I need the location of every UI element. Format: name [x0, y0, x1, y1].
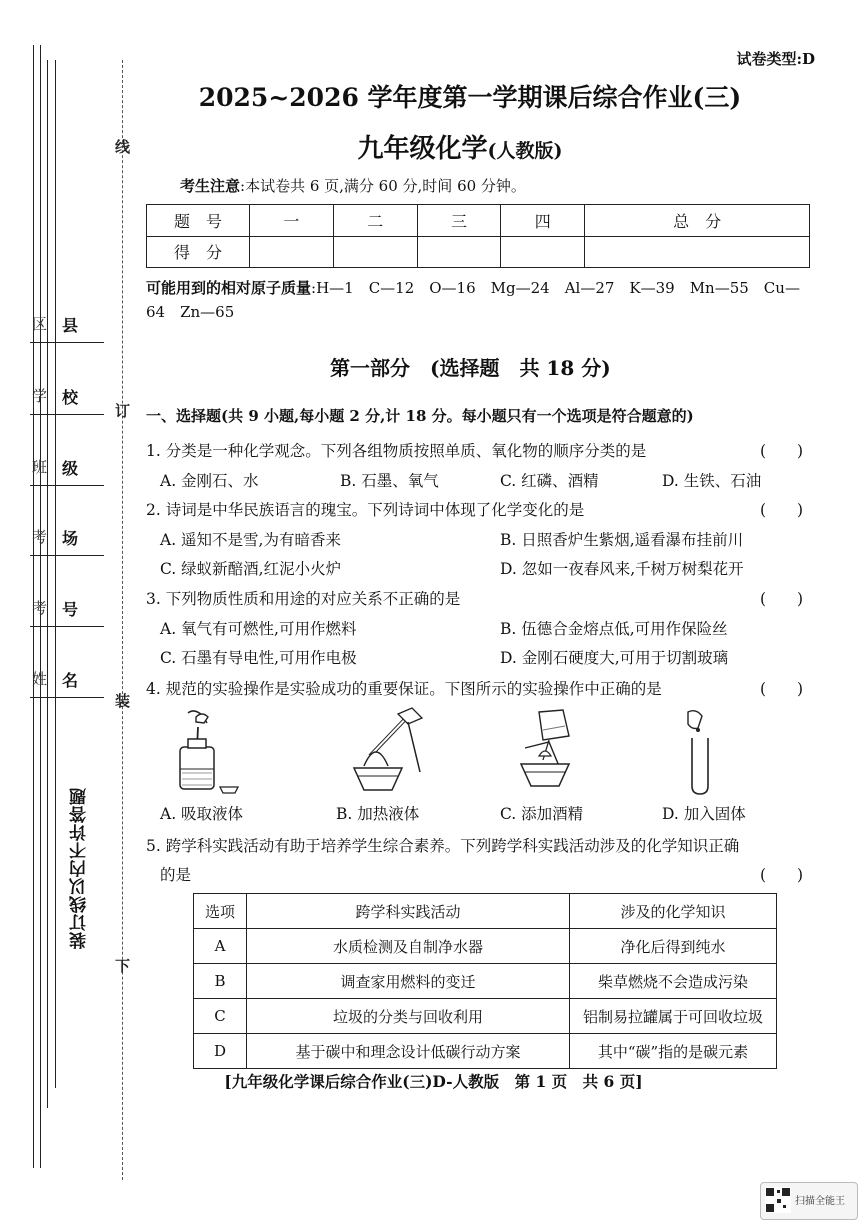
score-header-cell: 二 — [333, 205, 417, 237]
option-4c: C. 添加酒精 — [500, 805, 584, 823]
score-header-cell: 一 — [250, 205, 334, 237]
notice-label: 考生注意 — [180, 177, 241, 195]
option-1d: D. 生铁、石油 — [662, 472, 762, 490]
option-2a: A. 遥知不是雪,为有暗香来 — [160, 531, 341, 549]
field-school-prefix: 学 — [32, 387, 48, 405]
q5-cell: 柴草燃烧不会造成污染 — [570, 964, 777, 999]
binding-word-xian: 线 — [115, 138, 131, 156]
table-row — [194, 929, 777, 964]
field-exam-room-prefix: 考 — [32, 528, 48, 546]
margin-line — [47, 60, 48, 1108]
score-cell[interactable] — [501, 236, 585, 268]
table-row — [194, 964, 777, 999]
field-name-prefix: 姓 — [32, 670, 48, 688]
subject-title: 九年级化学 — [357, 134, 488, 164]
page-footer: [九年级化学课后综合作业(三)D-人教版 第 1 页 共 6 页] — [224, 1072, 643, 1091]
answer-paren[interactable]: ( ) — [760, 866, 804, 884]
field-county-label: 县 — [62, 316, 79, 335]
scanner-badge-text: 扫描全能王 — [795, 1196, 845, 1207]
part-title: 第一部分 (选择题 共 18 分) — [330, 356, 611, 380]
q5-cell: A — [194, 929, 247, 964]
edition-label: (人教版) — [487, 140, 563, 162]
option-2c: C. 绿蚁新醅酒,红泥小火炉 — [160, 560, 342, 578]
q5-header-cell: 跨学科实践活动 — [247, 894, 570, 929]
q5-cell: 水质检测及自制净水器 — [247, 929, 570, 964]
score-table-score-row — [147, 236, 810, 268]
option-2b: B. 日照香炉生紫烟,遥看瀑布挂前川 — [500, 531, 744, 549]
field-county-prefix: 区 — [32, 315, 48, 333]
option-3b: B. 伍德合金熔点低,可用作保险丝 — [500, 620, 728, 638]
adding-alcohol-figure — [505, 706, 595, 798]
paper-type: 试卷类型:D — [736, 50, 815, 68]
atomic-masses — [146, 276, 810, 324]
section-title: 一、选择题(共 9 小题,每小题 2 分,计 18 分。每小题只有一个选项是符合题意的) — [146, 407, 694, 425]
option-2d: D. 忽如一夜春风来,千树万树梨花开 — [500, 560, 744, 578]
field-name-label: 名 — [62, 671, 79, 690]
scanner-badge — [760, 1182, 858, 1220]
adding-solid-figure — [670, 708, 730, 798]
q5-cell: C — [194, 999, 247, 1034]
score-header-cell: 题 号 — [147, 205, 250, 237]
dropper-bottle-figure — [170, 707, 240, 797]
q5-cell: 其中“碳”指的是碳元素 — [570, 1034, 777, 1069]
q5-cell: B — [194, 964, 247, 999]
binding-word-zhuang: 装 — [115, 692, 131, 710]
field-school-label: 校 — [62, 388, 79, 407]
field-exam-number-label: 号 — [62, 600, 79, 619]
notice-text: :本试卷共 6 页,满分 60 分,时间 60 分钟。 — [240, 177, 526, 195]
score-cell[interactable] — [333, 236, 417, 268]
answer-paren[interactable]: ( ) — [760, 442, 804, 460]
q5-cell: 铝制易拉罐属于可回收垃圾 — [570, 999, 777, 1034]
score-cell[interactable] — [250, 236, 334, 268]
option-3c: C. 石墨有导电性,可用作电极 — [160, 649, 357, 667]
question-4-stem: 4. 规范的实验操作是实验成功的重要保证。下图所示的实验操作中正确的是 — [146, 680, 662, 698]
heating-liquid-figure — [340, 704, 430, 799]
score-table — [146, 204, 810, 268]
score-row-label: 得 分 — [147, 236, 250, 268]
binding-dashed-line — [122, 60, 123, 1180]
q5-cell: 净化后得到纯水 — [570, 929, 777, 964]
question-1-stem: 1. 分类是一种化学观念。下列各组物质按照单质、氧化物的顺序分类的是 — [146, 442, 647, 460]
q5-table — [193, 893, 777, 1069]
margin-line — [55, 60, 56, 1088]
option-1c: C. 红磷、酒精 — [500, 472, 599, 490]
table-row — [194, 1034, 777, 1069]
atomic-label: 可能用到的相对原子质量 — [146, 279, 312, 297]
answer-paren[interactable]: ( ) — [760, 680, 804, 698]
page-subtitle — [300, 128, 620, 165]
field-exam-room-label: 场 — [62, 529, 79, 548]
question-3-stem: 3. 下列物质性质和用途的对应关系不正确的是 — [146, 590, 461, 608]
score-table-header-row — [147, 205, 810, 237]
field-exam-number-prefix: 考 — [32, 599, 48, 617]
answer-paren[interactable]: ( ) — [760, 590, 804, 608]
q5-cell: 垃圾的分类与回收利用 — [247, 999, 570, 1034]
option-3a: A. 氧气有可燃性,可用作燃料 — [160, 620, 357, 638]
q5-cell: 调查家用燃料的变迁 — [247, 964, 570, 999]
field-class-prefix: 班 — [32, 458, 48, 476]
atomic-values: :H—1 C—12 O—16 Mg—24 Al—27 K—39 Mn—55 Cu—64 Zn—65 — [146, 279, 800, 321]
option-4a: A. 吸取液体 — [160, 805, 244, 823]
question-2-stem: 2. 诗词是中华民族语言的瑰宝。下列诗词中体现了化学变化的是 — [146, 501, 585, 519]
binding-word-xia: 下 — [115, 957, 131, 975]
question-5-stem: 5. 跨学科实践活动有助于培养学生综合素养。下列跨学科实践活动涉及的化学知识正确 — [146, 837, 740, 855]
field-class-label: 级 — [62, 459, 79, 478]
score-header-cell: 总 分 — [585, 205, 810, 237]
exam-notice — [180, 175, 526, 196]
score-header-cell: 四 — [501, 205, 585, 237]
score-header-cell: 三 — [417, 205, 501, 237]
option-4b: B. 加热液体 — [336, 805, 420, 823]
binding-note: 装订线以内不许答题 — [70, 787, 90, 949]
q5-cell: 基于碳中和理念设计低碳行动方案 — [247, 1034, 570, 1069]
option-4d: D. 加入固体 — [662, 805, 746, 823]
question-5-stem-cont: 的是 — [160, 866, 192, 884]
q5-header-row — [194, 894, 777, 929]
answer-paren[interactable]: ( ) — [760, 501, 804, 519]
score-cell[interactable] — [417, 236, 501, 268]
qr-code-icon — [765, 1187, 791, 1213]
score-cell[interactable] — [585, 236, 810, 268]
page-title: 2025~2026 学年度第一学期课后综合作业(三) — [198, 83, 742, 112]
q5-header-cell: 选项 — [194, 894, 247, 929]
table-row — [194, 999, 777, 1034]
option-1a: A. 金刚石、水 — [160, 472, 259, 490]
option-3d: D. 金刚石硬度大,可用于切割玻璃 — [500, 649, 729, 667]
option-1b: B. 石墨、氧气 — [340, 472, 439, 490]
q5-cell: D — [194, 1034, 247, 1069]
q5-header-cell: 涉及的化学知识 — [570, 894, 777, 929]
binding-word-ding: 订 — [115, 402, 131, 420]
